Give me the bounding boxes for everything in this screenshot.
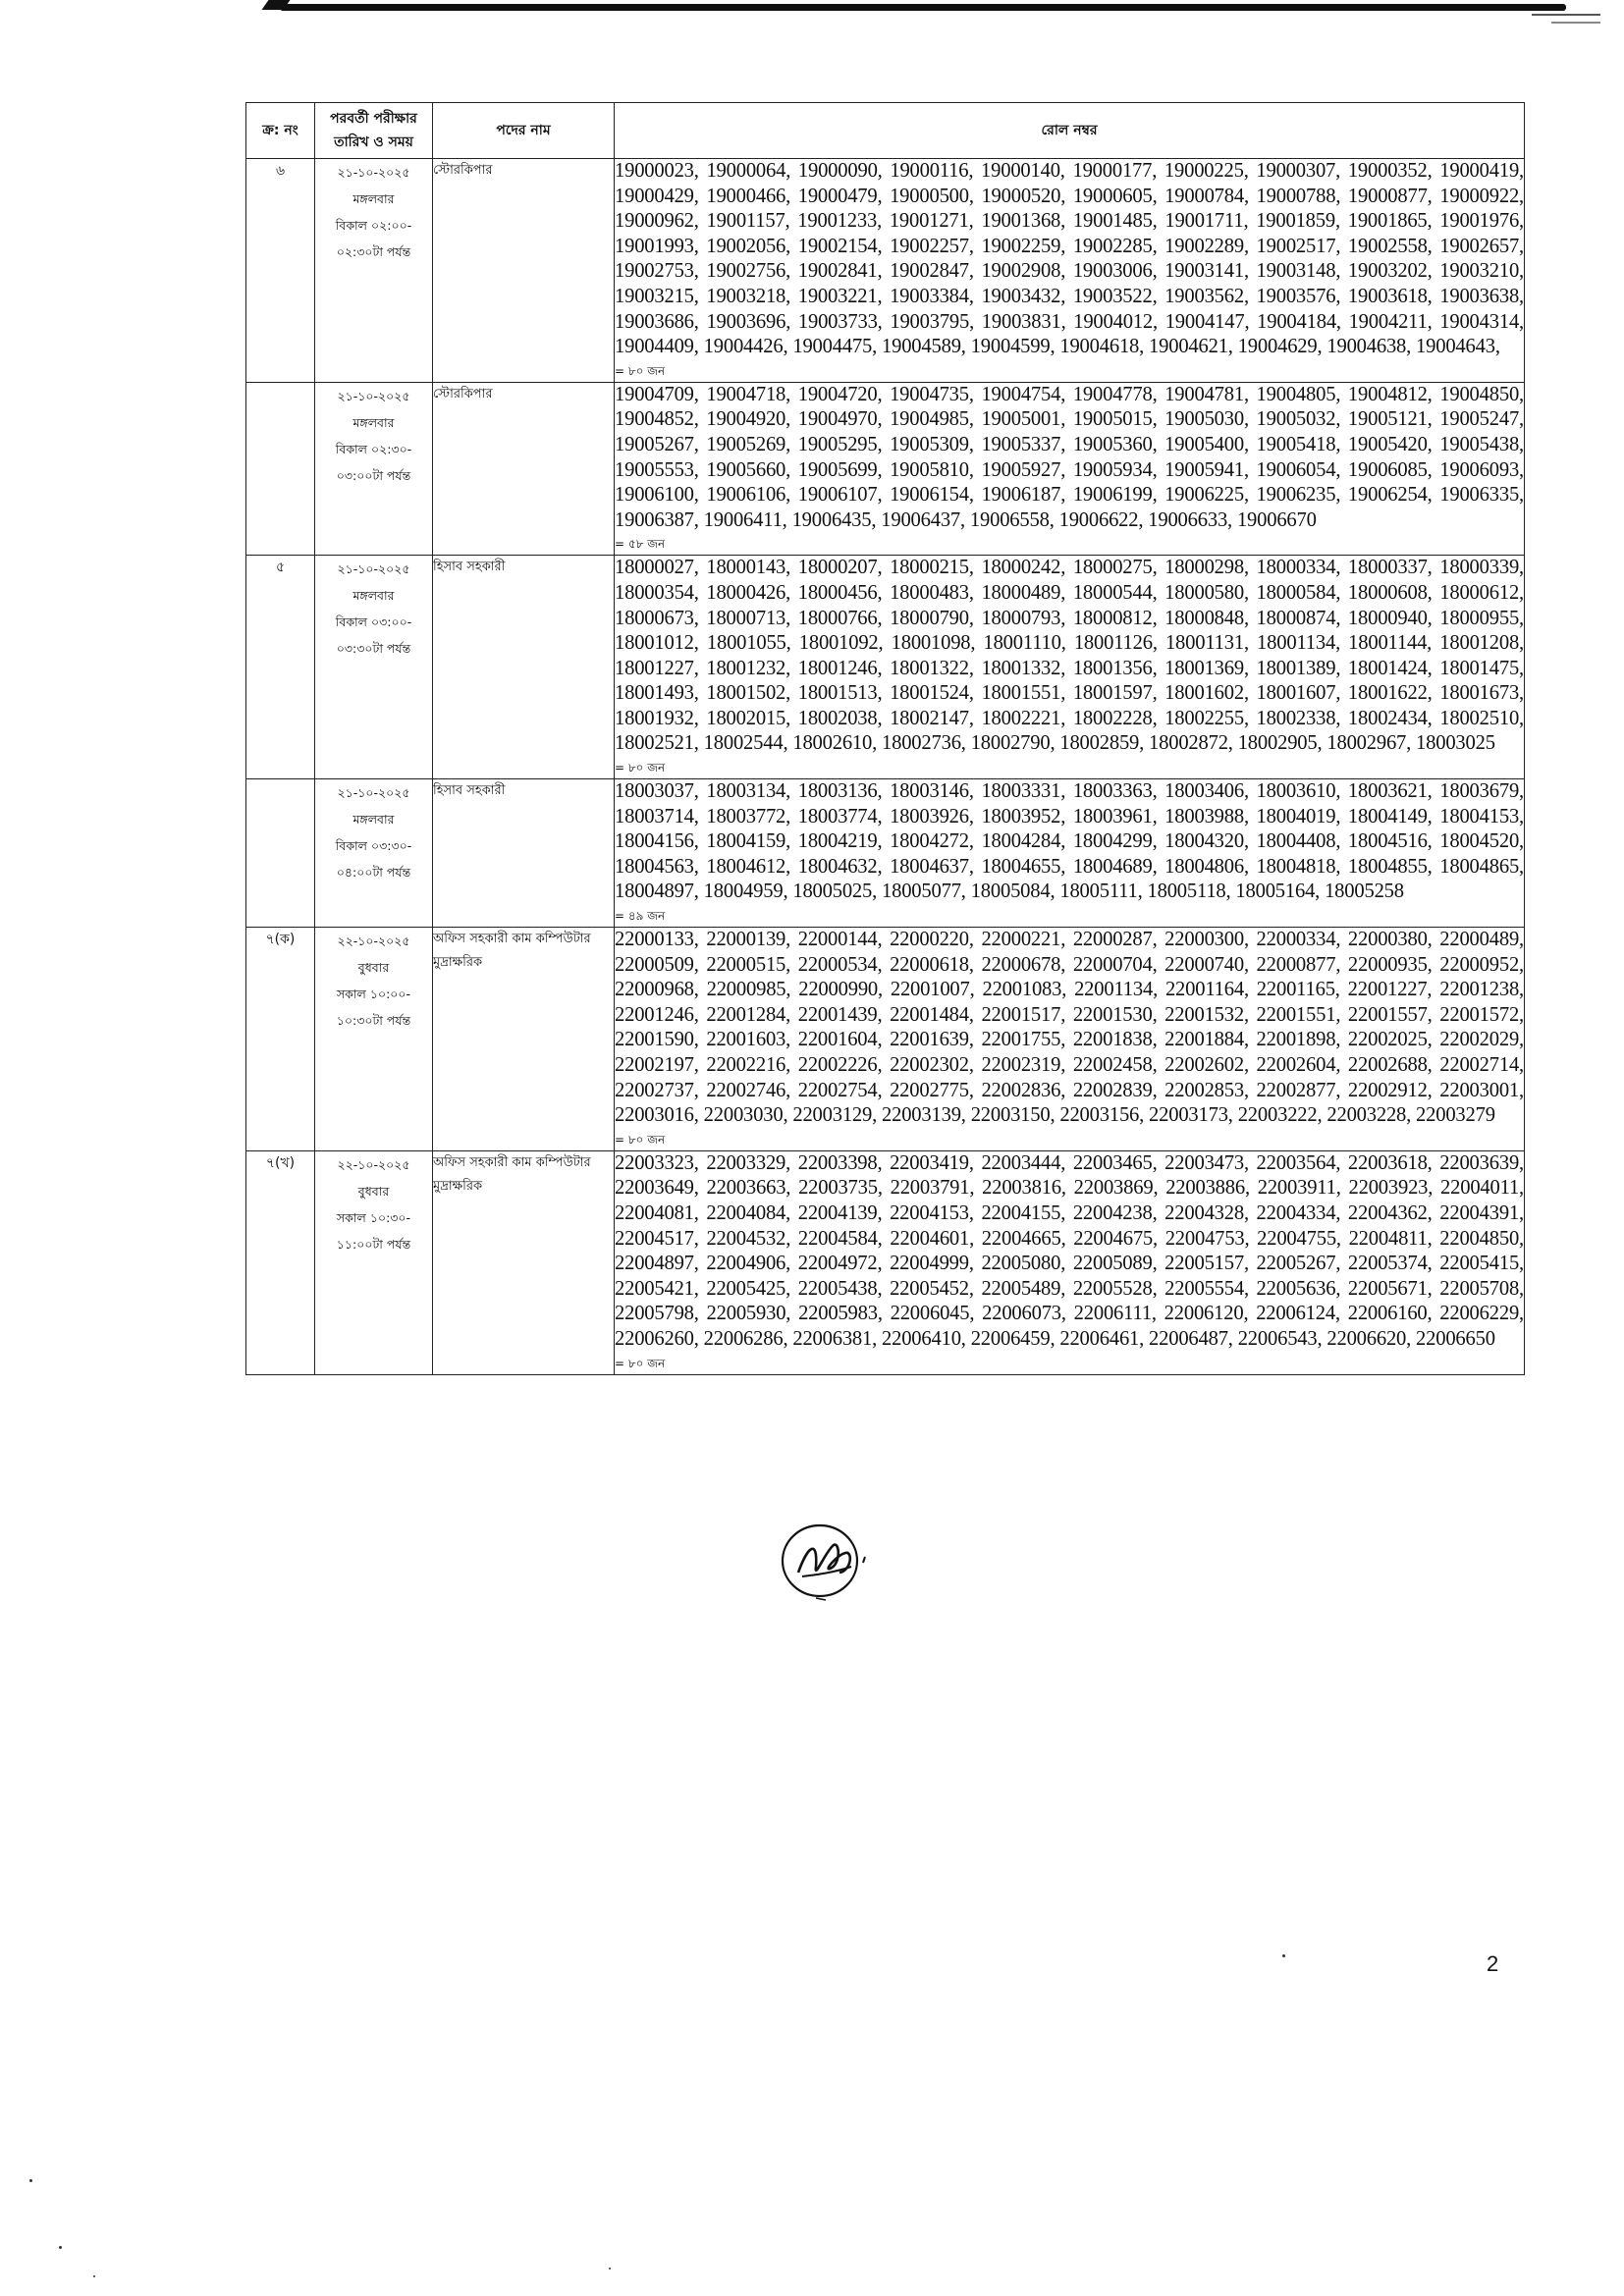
candidate-total: = ৮০ জন [615,1356,666,1370]
exam-time-end: ০৩:০০টা পর্যন্ত [336,467,411,483]
exam-schedule-cell [315,382,433,556]
roll-numbers-cell [615,779,1525,928]
roll-number-list: 19004709, 19004718, 19004720, 19004735, 19004754, 19004778, 19004781, 19004805, 19004812, 19004850, 19004852, 19004920, 19004970, 19004985, 19005001, 19005015, 19005030, 19005032, 19005121, 19005247, 19005267, 19005269, 19005295, 19005309, 19005337, 19005360, 19005400, 19005418, 19005420, 19005438, 19005553, 19005660, 19005699, 19005810, 19005927, 19005934, 19005941, 19006054, 19006085, 19006093, 19006100, 19006106, 19006107, 19006154, 19006187, 19006199, 19006225, 19006235, 19006254, 19006335, 19006387, 19006411, 19006435, 19006437, 19006558, 19006622, 19006633, 19006670 [615,383,1524,531]
exam-date: ২১-১০-২০২৫ [337,388,410,403]
table-row [246,779,1525,928]
roll-numbers-cell [615,928,1525,1151]
exam-date: ২২-১০-২০২৫ [337,1156,410,1172]
roll-number-list: 18000027, 18000143, 18000207, 18000215, 18000242, 18000275, 18000298, 18000334, 18000337, 18000339, 18000354, 18000426, 18000456, 18000483, 18000489, 18000544, 18000580, 18000584, 18000608, 18000612, 18000673, 18000713, 18000766, 18000790, 18000793, 18000812, 18000848, 18000874, 18000940, 18000955, 18001012, 18001055, 18001092, 18001098, 18001110, 18001126, 18001131, 18001134, 18001144, 18001208, 18001227, 18001232, 18001246, 18001322, 18001332, 18001356, 18001369, 18001389, 18001424, 18001475, 18001493, 18001502, 18001513, 18001524, 18001551, 18001597, 18001602, 18001607, 18001622, 18001673, 18001932, 18002015, 18002038, 18002147, 18002221, 18002228, 18002255, 18002338, 18002434, 18002510, 18002521, 18002544, 18002610, 18002736, 18002790, 18002859, 18002872, 18002905, 18002967, 18003025 [615,557,1524,755]
exam-day: মঙ্গলবার [352,191,395,206]
scan-speck [59,2246,62,2249]
table-row [246,928,1525,1151]
post-name-cell: স্টোরকিপার [433,382,615,556]
exam-time-start: সকাল ১০:৩০- [336,1209,411,1225]
serial-cell: ৭(খ) [246,1150,315,1374]
roll-table [245,102,1525,1375]
roll-number-list: 22000133, 22000139, 22000144, 22000220, 22000221, 22000287, 22000300, 22000334, 22000380, 22000489, 22000509, 22000515, 22000534, 22000618, 22000678, 22000704, 22000740, 22000877, 22000935, 22000952, 22000968, 22000985, 22000990, 22001007, 22001083, 22001134, 22001164, 22001165, 22001227, 22001238, 22001246, 22001284, 22001439, 22001484, 22001517, 22001530, 22001532, 22001551, 22001557, 22001572, 22001590, 22001603, 22001604, 22001639, 22001755, 22001838, 22001884, 22001898, 22002025, 22002029, 22002197, 22002216, 22002226, 22002302, 22002319, 22002458, 22002602, 22002604, 22002688, 22002714, 22002737, 22002746, 22002754, 22002775, 22002836, 22002839, 22002853, 22002877, 22002912, 22003001, 22003016, 22003030, 22003129, 22003139, 22003150, 22003156, 22003173, 22003222, 22003228, 22003279 [615,929,1524,1127]
header-exam-date-line2: তারিখ ও সময় [334,134,413,150]
post-name-cell: হিসাব সহকারী [433,779,615,928]
header-roll-number: রোল নম্বর [615,103,1525,159]
serial-cell: ৭(ক) [246,928,315,1151]
exam-day: মঙ্গলবার [352,812,395,828]
signature [769,1516,906,1604]
serial-cell: ৫ [246,556,315,779]
exam-schedule-cell [315,159,433,383]
exam-date: ২১-১০-২০২৫ [337,561,410,577]
serial-cell [246,382,315,556]
exam-schedule-cell [315,1150,433,1374]
post-name-cell: অফিস সহকারী কাম কম্পিউটার মুদ্রাক্ষরিক [433,928,615,1151]
candidate-total: = ৮০ জন [615,1132,666,1147]
table-header-row [246,103,1525,159]
exam-time-start: সকাল ১০:০০- [336,987,411,1002]
exam-schedule-cell [315,779,433,928]
serial-cell [246,779,315,928]
post-name-cell: হিসাব সহকারী [433,556,615,779]
scan-mark-right [1532,14,1600,16]
post-name-cell: অফিস সহকারী কাম কম্পিউটার মুদ্রাক্ষরিক [433,1150,615,1374]
serial-cell: ৬ [246,159,315,383]
exam-date: ২১-১০-২০২৫ [337,165,410,180]
table-row [246,1150,1525,1374]
candidate-total: = ৫৮ জন [615,537,666,552]
roll-number-list: 18003037, 18003134, 18003136, 18003146, 18003331, 18003363, 18003406, 18003610, 18003621, 18003679, 18003714, 18003772, 18003774, 18003926, 18003952, 18003961, 18003988, 18004019, 18004149, 18004153, 18004156, 18004159, 18004219, 18004272, 18004284, 18004299, 18004320, 18004408, 18004516, 18004520, 18004563, 18004612, 18004632, 18004637, 18004655, 18004689, 18004806, 18004818, 18004855, 18004865, 18004897, 18004959, 18005025, 18005077, 18005084, 18005111, 18005118, 18005164, 18005258 [615,780,1524,903]
roll-number-list: 19000023, 19000064, 19000090, 19000116, 19000140, 19000177, 19000225, 19000307, 19000352, 19000419, 19000429, 19000466, 19000479, 19000500, 19000520, 19000605, 19000784, 19000788, 19000877, 19000922, 19000962, 19001157, 19001233, 19001271, 19001368, 19001485, 19001711, 19001859, 19001865, 19001976, 19001993, 19002056, 19002154, 19002257, 19002259, 19002285, 19002289, 19002517, 19002558, 19002657, 19002753, 19002756, 19002841, 19002847, 19002908, 19003006, 19003141, 19003148, 19003202, 19003210, 19003215, 19003218, 19003221, 19003384, 19003432, 19003522, 19003562, 19003576, 19003618, 19003638, 19003686, 19003696, 19003733, 19003795, 19003831, 19004012, 19004147, 19004184, 19004211, 19004314, 19004409, 19004426, 19004475, 19004589, 19004599, 19004618, 19004621, 19004629, 19004638, 19004643, [615,160,1524,358]
header-exam-date [315,103,433,159]
exam-schedule-cell [315,556,433,779]
roll-numbers-cell [615,1150,1525,1374]
exam-day: বুধবার [357,1183,390,1199]
header-post-name: পদের নাম [433,103,615,159]
exam-time-end: ১০:৩০টা পর্যন্ত [336,1013,411,1029]
post-name-cell: স্টোরকিপার [433,159,615,383]
scan-speck [1282,1954,1285,1957]
table-row [246,382,1525,556]
exam-date: ২১-১০-২০২৫ [337,785,410,801]
scan-mark-right-2 [1551,22,1600,24]
scan-speck [29,2179,32,2182]
exam-time-end: ০৪:০০টা পর্যন্ত [336,865,411,881]
exam-time-end: ০৩:৩০টা পর্যন্ত [336,641,411,657]
roll-numbers-cell [615,382,1525,556]
exam-time-end: ১১:০০টা পর্যন্ত [336,1236,411,1252]
exam-schedule-cell [315,928,433,1151]
candidate-total: = ৮০ জন [615,761,666,775]
exam-time-start: বিকাল ০২:৩০- [335,441,412,456]
candidate-total: = ৪৯ জন [615,909,666,924]
table-row [246,556,1525,779]
exam-day: মঙ্গলবার [352,588,395,604]
exam-time-start: বিকাল ০৩:০০- [335,614,412,630]
scan-speck [93,2275,95,2277]
scan-speck [609,2268,611,2269]
roll-numbers-cell [615,159,1525,383]
roll-number-list: 22003323, 22003329, 22003398, 22003419, 22003444, 22003465, 22003473, 22003564, 22003618, 22003639, 22003649, 22003663, 22003735, 22003791, 22003816, 22003869, 22003886, 22003911, 22003923, 22004011, 22004081, 22004084, 22004139, 22004153, 22004155, 22004238, 22004328, 22004334, 22004362, 22004391, 22004517, 22004532, 22004584, 22004601, 22004665, 22004675, 22004753, 22004755, 22004811, 22004850, 22004897, 22004906, 22004972, 22004999, 22005080, 22005089, 22005157, 22005267, 22005374, 22005415, 22005421, 22005425, 22005438, 22005452, 22005489, 22005528, 22005554, 22005636, 22005671, 22005708, 22005798, 22005930, 22005983, 22006045, 22006073, 22006111, 22006120, 22006124, 22006160, 22006229, 22006260, 22006286, 22006381, 22006410, 22006459, 22006461, 22006487, 22006543, 22006620, 22006650 [615,1151,1524,1350]
scan-top-rule [280,4,1566,11]
roll-numbers-cell [615,556,1525,779]
page-number: 2 [1487,1951,1499,1976]
exam-time-start: বিকাল ০২:০০- [335,218,412,233]
exam-time-end: ০২:৩০টা পর্যন্ত [336,244,411,259]
candidate-total: = ৮০ জন [615,363,666,378]
exam-date: ২২-১০-২০২৫ [337,934,410,949]
table-row [246,159,1525,383]
header-serial: ক্র: নং [246,103,315,159]
exam-day: মঙ্গলবার [352,414,395,430]
header-exam-date-line1: পরবর্তী পরীক্ষার [330,111,417,127]
exam-time-start: বিকাল ০৩:৩০- [335,838,412,854]
exam-day: বুধবার [357,960,390,976]
